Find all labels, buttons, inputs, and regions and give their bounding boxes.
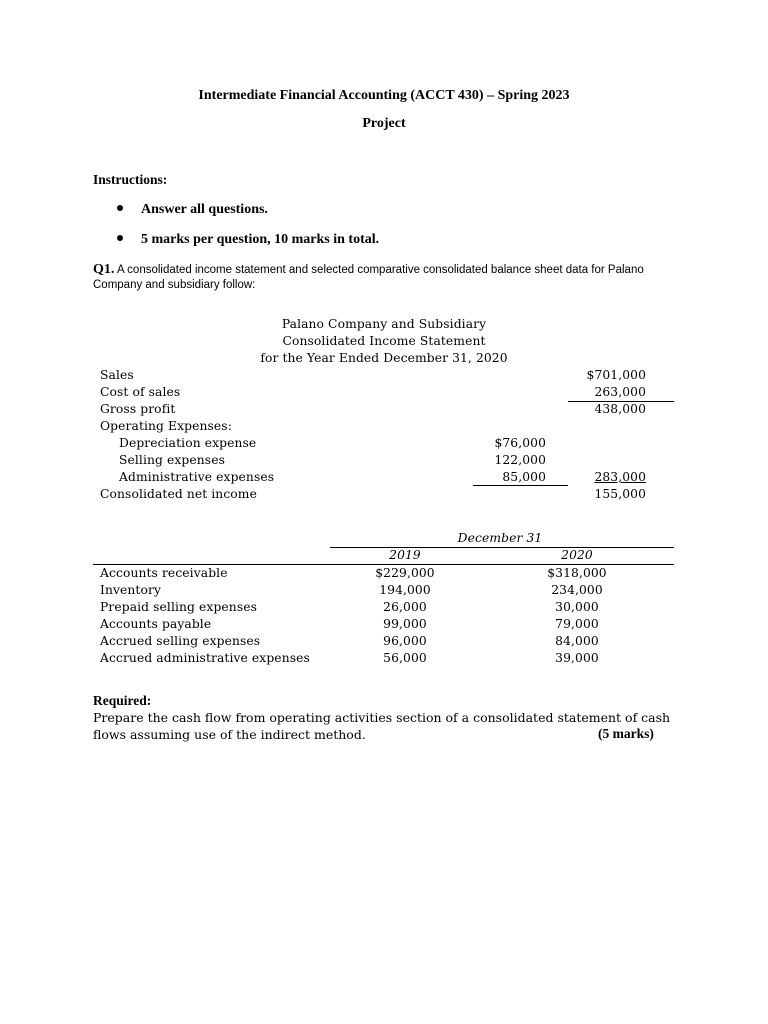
table-cell-2019: 194,000 xyxy=(379,583,431,597)
required-heading: Required: xyxy=(93,693,152,708)
instruction-item xyxy=(117,202,268,218)
table-row-label: Accrued selling expenses xyxy=(100,634,261,648)
sales-value: $701,000 xyxy=(586,368,646,382)
table-cell-2020: 79,000 xyxy=(555,617,599,631)
table-cell-2020: 84,000 xyxy=(555,634,599,648)
depreciation-label: Depreciation expense xyxy=(119,436,257,450)
table-cell-2019: 96,000 xyxy=(383,634,427,648)
selling-label: Selling expenses xyxy=(119,453,225,467)
operating-expenses-total: 283,000 xyxy=(594,470,646,484)
divider xyxy=(473,485,568,486)
table-row-label: Accounts payable xyxy=(100,617,212,631)
statement-company: Palano Company and Subsidiary xyxy=(281,317,487,331)
table-cell-2020: 39,000 xyxy=(555,651,599,665)
table-row-label: Accounts receivable xyxy=(100,566,228,580)
gross-profit-label: Gross profit xyxy=(100,402,176,416)
course-title: Intermediate Financial Accounting (ACCT 430) – Spring 2023 xyxy=(198,88,570,103)
table-cell-2019: 56,000 xyxy=(383,651,427,665)
divider xyxy=(93,564,674,565)
required-line-1: Prepare the cash flow from operating activities section of a consolidated statement of cash xyxy=(93,710,671,725)
instruction-item xyxy=(117,232,379,248)
table-cell-2019: 99,000 xyxy=(383,617,427,631)
statement-period: for the Year Ended December 31, 2020 xyxy=(260,351,508,365)
cost-of-sales-label: Cost of sales xyxy=(100,385,181,399)
instruction-text: 5 marks per question, 10 marks in total. xyxy=(141,232,380,247)
administrative-value: 85,000 xyxy=(502,470,546,484)
instruction-text: Answer all questions. xyxy=(141,202,268,217)
bullet-icon xyxy=(117,205,123,211)
bullet-icon xyxy=(117,235,123,241)
page-subtitle: Project xyxy=(362,116,406,131)
sales-label: Sales xyxy=(100,368,134,382)
selling-value: 122,000 xyxy=(494,453,546,467)
table-cell-2020: 30,000 xyxy=(555,600,599,614)
table-cell-2020: 234,000 xyxy=(551,583,603,597)
question-label: Q1. xyxy=(93,262,115,277)
question-1 xyxy=(93,262,693,293)
table-row-label: Accrued administrative expenses xyxy=(100,651,310,665)
column-header-2019: 2019 xyxy=(389,548,421,562)
table-row-label: Prepaid selling expenses xyxy=(100,600,258,614)
table-cell-2019: 26,000 xyxy=(383,600,427,614)
depreciation-value: $76,000 xyxy=(494,436,546,450)
gross-profit-value: 438,000 xyxy=(594,402,646,416)
operating-expenses-label: Operating Expenses: xyxy=(100,419,232,433)
balance-sheet-date-header: December 31 xyxy=(457,531,543,545)
question-text: A consolidated income statement and selected comparative consolidated balance sheet data for Palano Company and subsidiary follow: xyxy=(93,264,644,291)
cost-of-sales-value: 263,000 xyxy=(594,385,646,399)
column-header-2020: 2020 xyxy=(561,548,593,562)
administrative-label: Administrative expenses xyxy=(119,470,275,484)
net-income-value: 155,000 xyxy=(594,487,646,501)
net-income-label: Consolidated net income xyxy=(100,487,257,501)
required-line-2: flows assuming use of the indirect method. xyxy=(93,727,366,742)
table-row-label: Inventory xyxy=(100,583,161,597)
table-cell-2019: $229,000 xyxy=(375,566,435,580)
marks-label: (5 marks) xyxy=(598,726,654,741)
instructions-heading: Instructions: xyxy=(93,172,168,187)
statement-title: Consolidated Income Statement xyxy=(282,334,486,348)
table-cell-2020: $318,000 xyxy=(547,566,607,580)
